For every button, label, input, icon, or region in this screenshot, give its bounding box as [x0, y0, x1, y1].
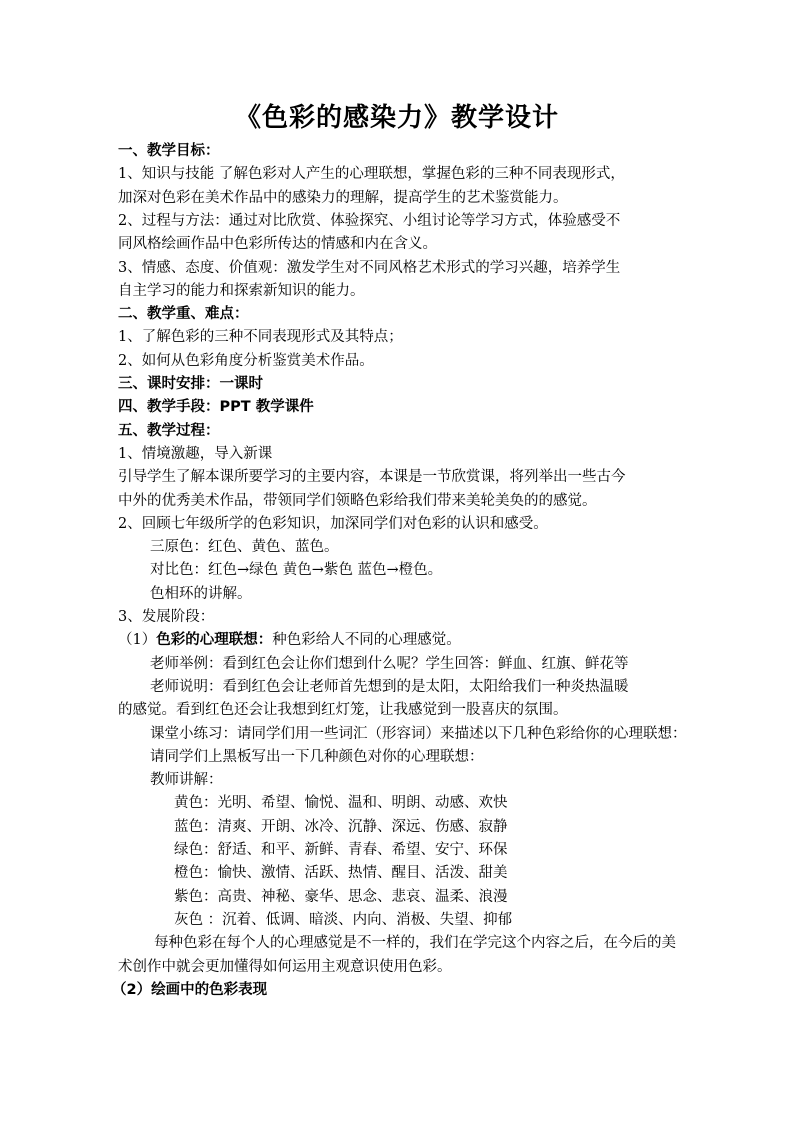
text-line: 紫色：高贵、神秘、豪华、思念、悲哀、温柔、浪漫 [174, 888, 508, 905]
text-line: 1、知识与技能 了解色彩对人产生的心理联想，掌握色彩的三种不同表现形式， [118, 166, 625, 183]
text-line: 2、回顾七年级所学的色彩知识，加深同学们对色彩的认识和感受。 [118, 515, 548, 532]
text-line: 五、教学过程： [118, 422, 220, 439]
text-line [118, 628, 688, 652]
text-line: 的感觉。看到红色还会让我想到红灯笼，让我感觉到一股喜庆的氛围。 [118, 702, 568, 719]
text-line: 2、过程与方法：通过对比欣赏、体验探究、小组讨论等学习方式，体验感受不 [118, 212, 621, 229]
text-line: 老师举例：看到红色会让你们想到什么呢？学生回答：鲜血、红旗、鲜花等 [150, 655, 629, 672]
text-line: 灰色 ：沉着、低调、暗淡、内向、消极、失望、抑郁 [174, 911, 513, 928]
text-line: 术创作中就会更加懂得如何运用主观意识使用色彩。 [118, 958, 452, 975]
text-line: 自主学习的能力和探索新知识的能力。 [118, 282, 365, 299]
text-line: 引导学生了解本课所要学习的主要内容，本课是一节欣赏课，将列举出一些古今 [118, 469, 626, 486]
text-line: 1、情境激趣，导入新课 [118, 445, 273, 462]
text-line: 三原色：红色、黄色、蓝色。 [150, 539, 339, 556]
text-line: 3、发展阶段： [118, 609, 215, 625]
text-line: 加深对色彩在美术作品中的感染力的理解，提高学生的艺术鉴赏能力。 [118, 189, 568, 206]
text-line: 四、教学手段：PPT 教学课件 [118, 399, 314, 416]
text-line: 请同学们上黑板写出一下几种颜色对你的心理联想： [150, 748, 484, 765]
text-line: 中外的优秀美术作品，带领同学们领略色彩给我们带来美轮美奂的的感觉。 [118, 492, 597, 509]
text-line: 同风格绘画作品中色彩所传达的情感和内在含义。 [118, 236, 437, 253]
line-prefix: （1） [118, 632, 157, 649]
line-rest: 种色彩给人不同的心理感觉。 [272, 632, 461, 649]
text-line: 对比色：红色→绿色 黄色→紫色 蓝色→橙色。 [150, 562, 443, 579]
text-line: 蓝色：清爽、开朗、冰冷、沉静、深远、伤感、寂静 [174, 818, 508, 835]
text-line: 3、情感、态度、价值观：激发学生对不同风格艺术形式的学习兴趣，培养学生 [118, 259, 621, 276]
text-line: 黄色：光明、希望、愉悦、温和、明朗、动感、欢快 [174, 795, 508, 812]
text-line: 课堂小练习：请同学们用一些词汇（形容词）来描述以下几种色彩给你的心理联想： [150, 725, 687, 742]
text-line: 2、如何从色彩角度分析鉴赏美术作品。 [118, 352, 374, 369]
text-line: 绿色：舒适、和平、新鲜、青春、希望、安宁、环保 [174, 842, 508, 858]
text-line: 色相环的讲解。 [150, 585, 252, 602]
text-line: 1、了解色彩的三种不同表现形式及其特点； [118, 329, 403, 346]
text-line: 每种色彩在每个人的心理感觉是不一样的，我们在学完这个内容之后，在今后的美 [154, 935, 676, 952]
text-line: 橙色：愉快、激情、活跃、热情、醒目、活泼、甜美 [174, 865, 508, 882]
text-line: 二、教学重、难点： [118, 306, 249, 323]
line-bold-heading: 色彩的心理联想： [156, 632, 273, 649]
text-line: 教师讲解： [150, 772, 223, 789]
text-line: 老师说明：看到红色会让老师首先想到的是太阳，太阳给我们一种炎热温暖 [150, 678, 629, 695]
text-line: （2）绘画中的色彩表现 [112, 981, 268, 998]
document-title: 《色彩的感染力》教学设计 [234, 103, 559, 133]
text-line: 一、教学目标： [118, 143, 220, 159]
text-line: 三、课时安排：一课时 [118, 376, 263, 392]
